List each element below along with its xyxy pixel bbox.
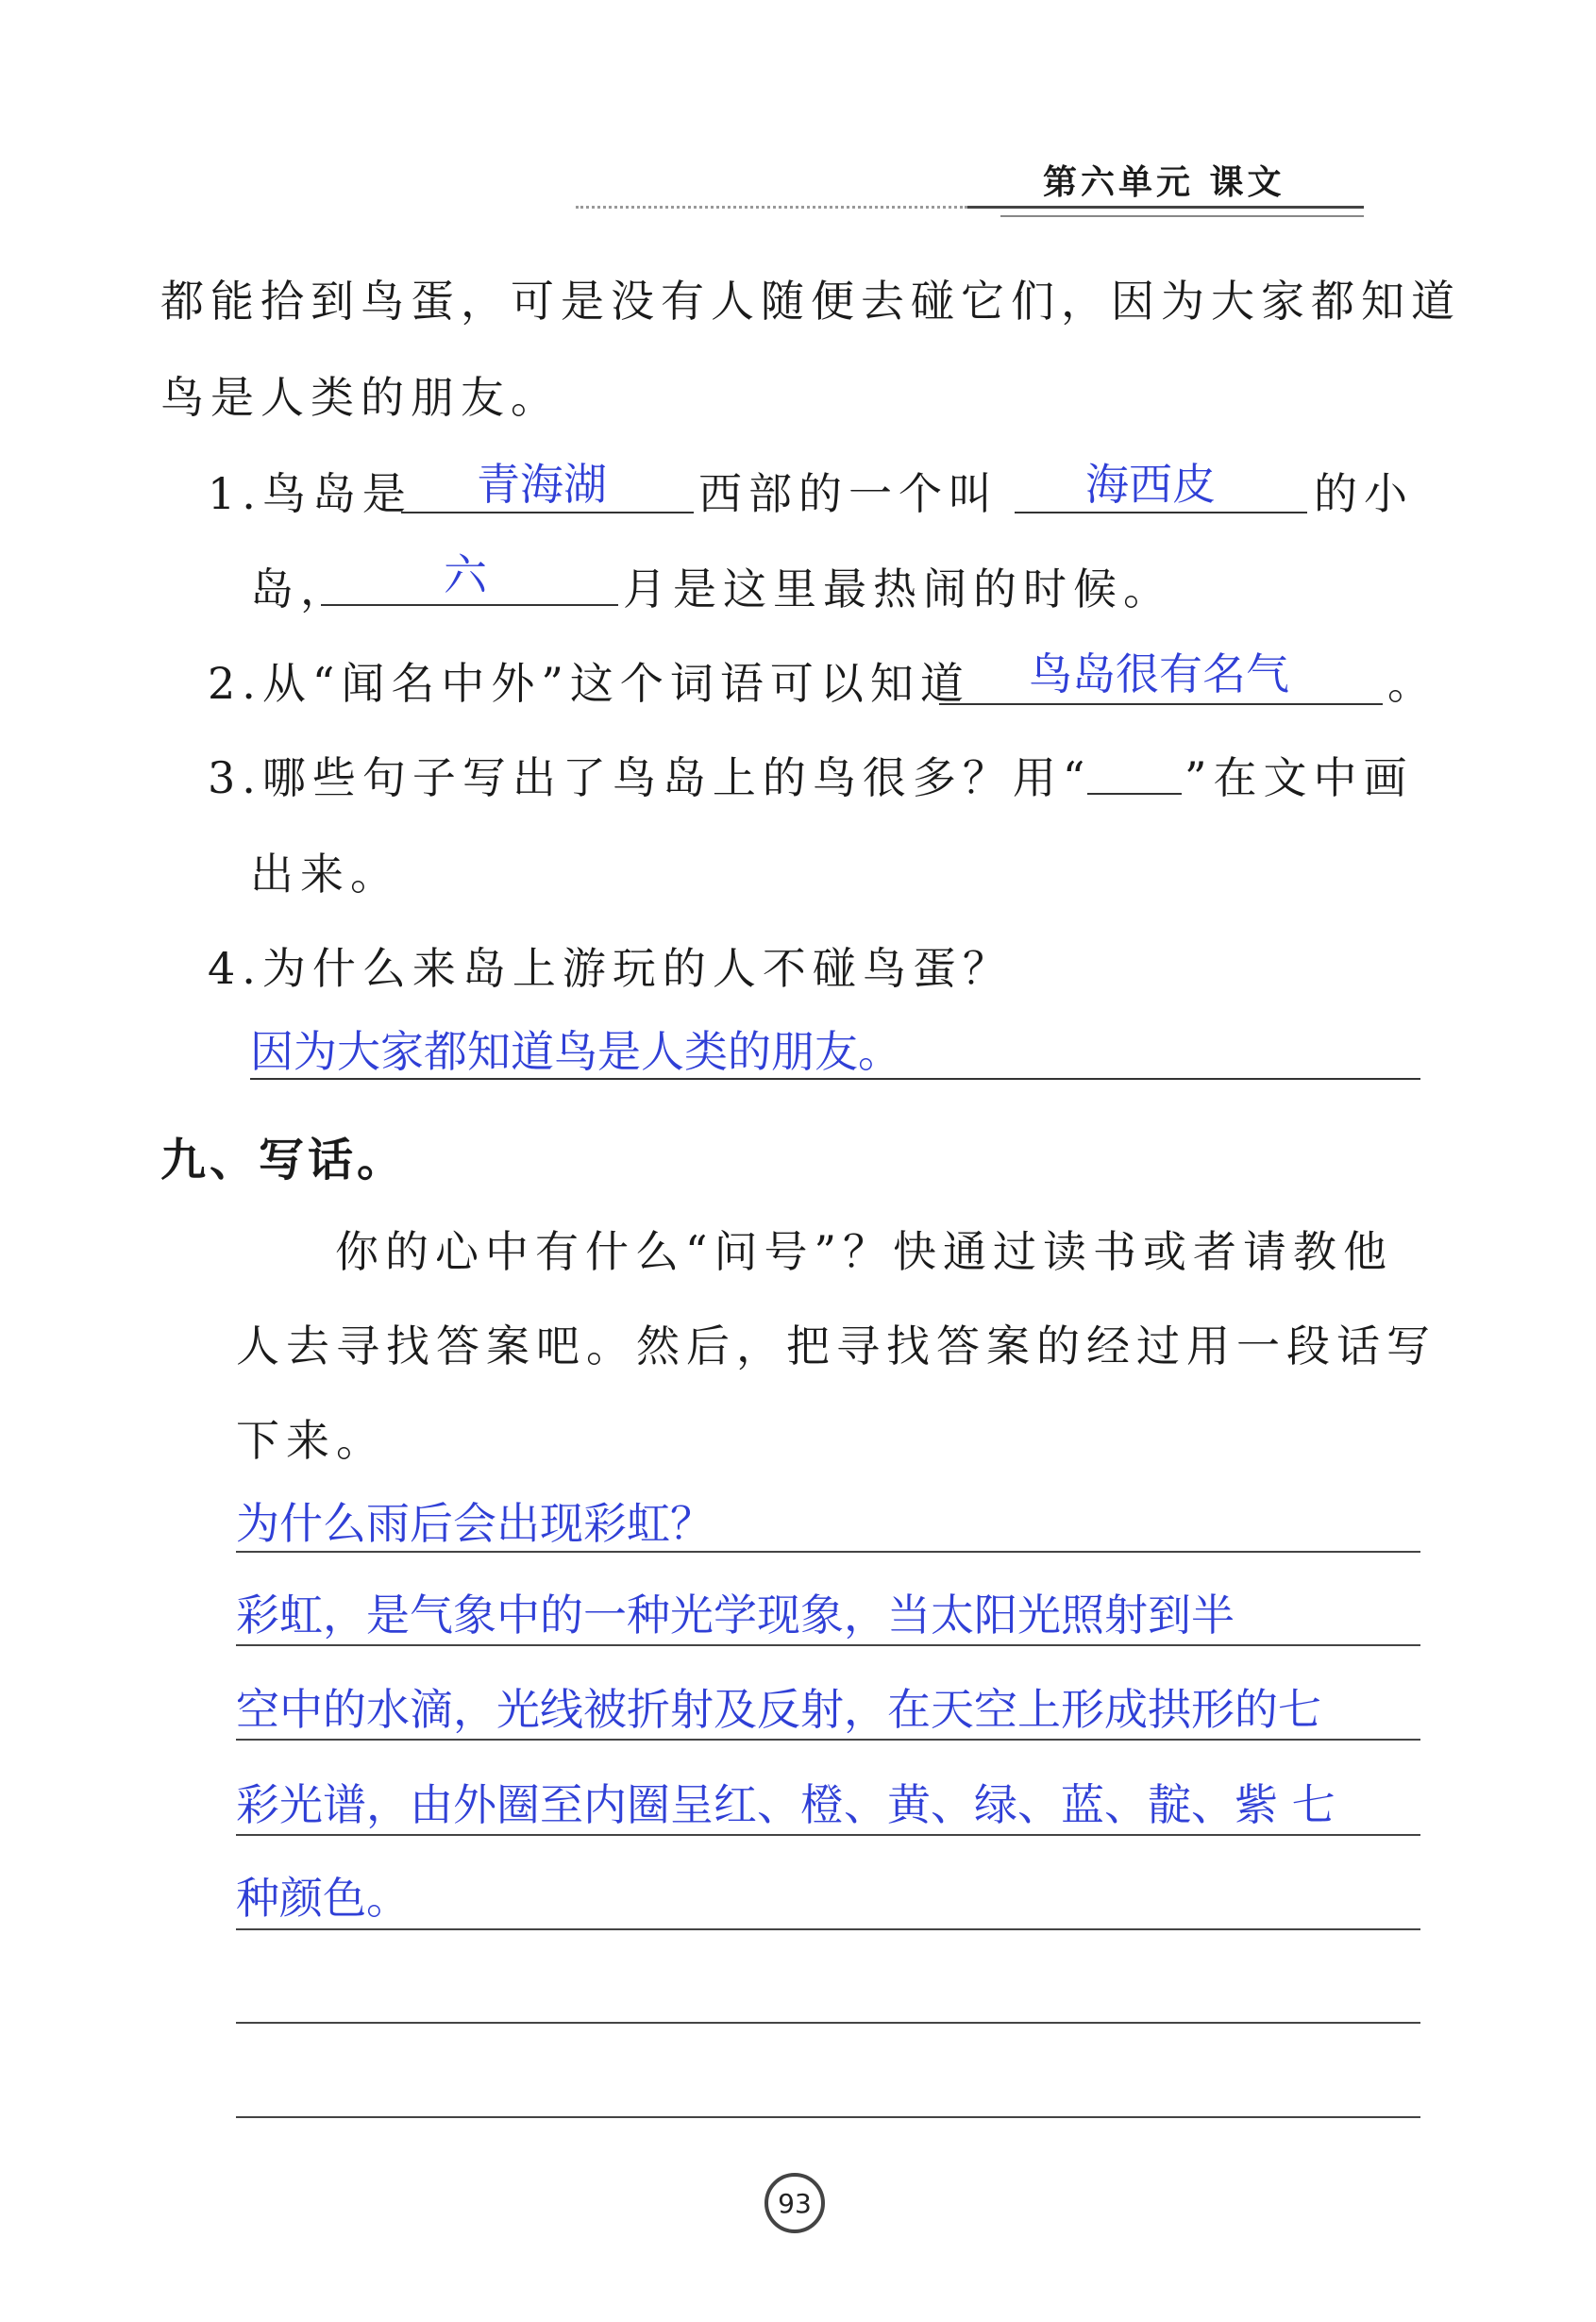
writing-rule bbox=[236, 1928, 1420, 1930]
q3-text-3: 出来。 bbox=[250, 849, 400, 900]
q2-answer: 鸟岛很有名气 bbox=[1029, 648, 1289, 699]
q1-text-2: 西部的一个叫 bbox=[698, 468, 999, 519]
q1-text-3: 的小 bbox=[1314, 468, 1414, 519]
q4-answer-line bbox=[250, 1078, 1420, 1080]
header-rule bbox=[967, 206, 1364, 209]
q3-text-2: ”在文中画 bbox=[1184, 752, 1414, 803]
section-9-prompt-1: 你的心中有什么“问号”？快通过读书或者请教他 bbox=[335, 1226, 1394, 1277]
q4-text-1: 4.为什么来岛上游玩的人不碰鸟蛋？ bbox=[208, 943, 1013, 994]
writing-rule bbox=[236, 1644, 1420, 1646]
unit-header: 第六单元 课文 bbox=[1043, 163, 1285, 202]
q3-text-1: 3.哪些句子写出了鸟岛上的鸟很多？用“ bbox=[208, 752, 1092, 803]
section-9-prompt-3: 下来。 bbox=[236, 1415, 386, 1466]
passage-line-2: 鸟是人类的朋友。 bbox=[160, 372, 561, 423]
q2-text-2: 。 bbox=[1387, 658, 1437, 709]
writing-answer-line-5: 种颜色。 bbox=[236, 1873, 410, 1924]
writing-rule bbox=[236, 2022, 1420, 2024]
q2-blank bbox=[939, 703, 1383, 705]
writing-answer-line-2: 彩虹，是气象中的一种光学现象，当太阳光照射到半 bbox=[236, 1590, 1235, 1641]
writing-answer-line-1: 为什么雨后会出现彩虹？ bbox=[236, 1498, 714, 1549]
q3-underline-sample bbox=[1087, 793, 1182, 795]
section-9-title: 九、写话。 bbox=[160, 1134, 407, 1186]
q1-answer-1: 青海湖 bbox=[477, 459, 607, 510]
header-rule-2 bbox=[1000, 215, 1364, 217]
section-9-prompt-2: 人去寻找答案吧。然后，把寻找答案的经过用一段话写 bbox=[236, 1321, 1436, 1371]
header-dotted-rule bbox=[576, 206, 967, 209]
q2-text-1: 2.从“闻名中外”这个词语可以知道 bbox=[208, 658, 970, 709]
writing-answer-line-4: 彩光谱，由外圈至内圈呈红、橙、黄、绿、蓝、靛、紫 七 bbox=[236, 1779, 1336, 1830]
writing-rule bbox=[236, 1834, 1420, 1836]
writing-answer-line-3: 空中的水滴，光线被折射及反射，在天空上形成拱形的七 bbox=[236, 1684, 1321, 1735]
q4-answer: 因为大家都知道鸟是人类的朋友。 bbox=[250, 1026, 901, 1077]
q1-text-4: 岛， bbox=[250, 564, 350, 614]
writing-rule bbox=[236, 1551, 1420, 1553]
q1-answer-3: 六 bbox=[444, 549, 487, 600]
q1-answer-2: 海西皮 bbox=[1085, 459, 1216, 510]
q1-blank-3 bbox=[321, 604, 618, 606]
writing-rule bbox=[236, 1739, 1420, 1741]
q1-text-1: 1.鸟岛是 bbox=[208, 468, 412, 519]
page-number: 93 bbox=[764, 2173, 825, 2233]
q1-text-5: 月是这里最热闹的时候。 bbox=[623, 564, 1173, 614]
writing-rule bbox=[236, 2116, 1420, 2118]
passage-line-1: 都能拾到鸟蛋，可是没有人随便去碰它们，因为大家都知道 bbox=[160, 276, 1461, 327]
